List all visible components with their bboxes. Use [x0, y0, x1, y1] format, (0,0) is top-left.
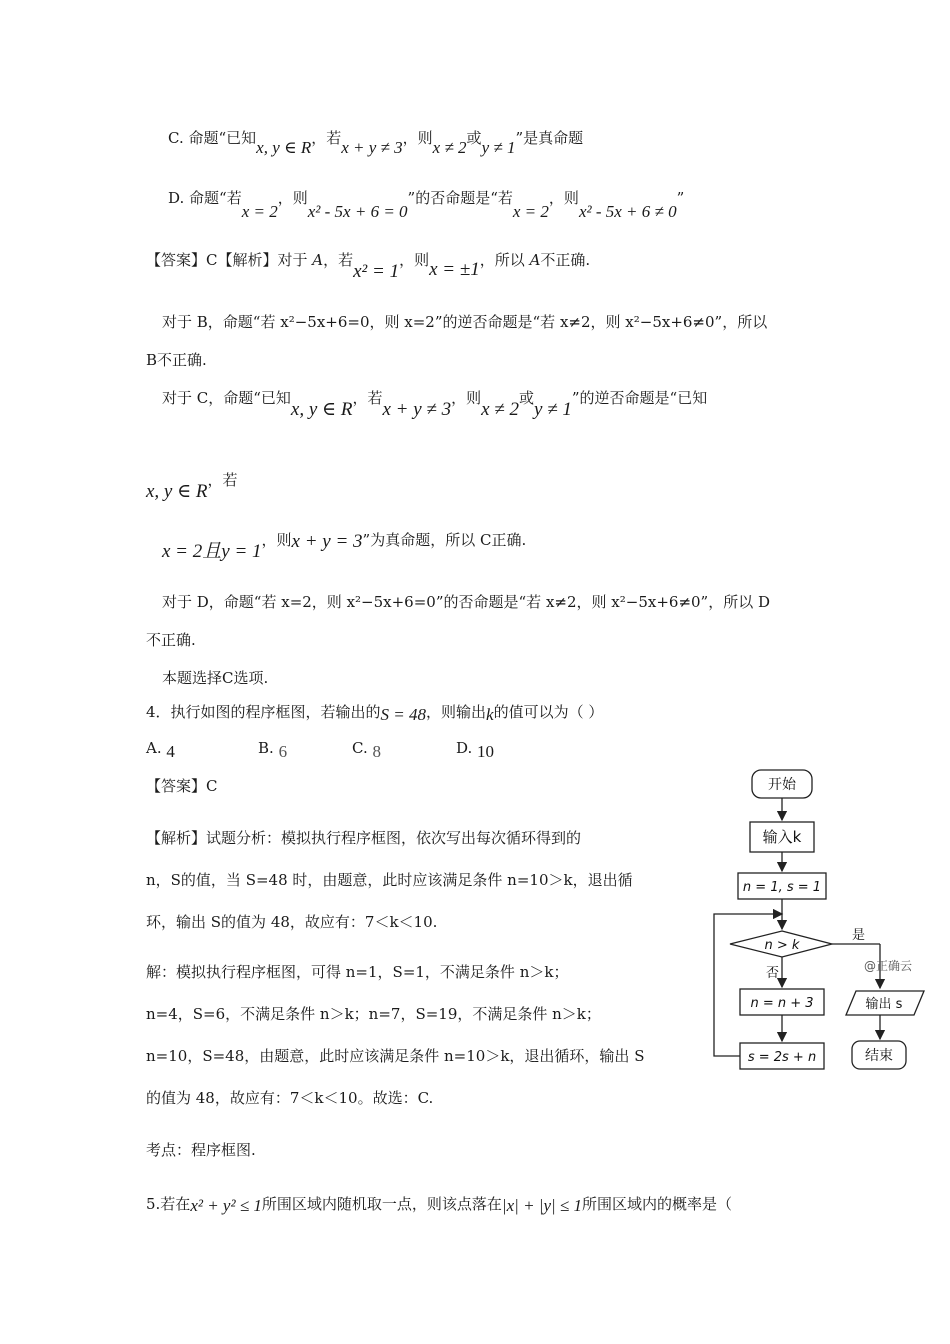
start-label: 开始 — [768, 777, 796, 793]
for-d-line-1: 对于 D，命题“若 x=2，则 x²−5x+6=0”的否命题是“若 x≠2，则 x²−5x+6≠0”，所以 D — [162, 593, 771, 611]
solution-line-1: 解：模拟执行程序框图，可得 n=1，S=1，不满足条件 n＞k； — [146, 963, 569, 981]
input-label: 输入k — [762, 828, 802, 846]
output-label: 输出 s — [865, 997, 903, 1012]
for-d-line-2: 不正确. — [146, 631, 196, 649]
option-d-line: D. 命题“若x = 2，则x² - 5x + 6 = 0”的否命题是“若x = 2，则x² - 5x + 6 ≠ 0” — [168, 189, 685, 221]
for-b-line-2: B不正确. — [146, 351, 207, 369]
q4-option-a: A. 4 — [146, 739, 175, 761]
update-n-label: n = n + 3 — [750, 996, 814, 1011]
for-c-line-3: x = 2且y = 1，则x + y = 3”为真命题，所以 C正确. — [162, 531, 527, 562]
analysis-line-2: n，S的值，当 S=48 时，由题意，此时应该满足条件 n=10＞k，退出循 — [146, 871, 633, 889]
update-s-label: s = 2s + n — [747, 1050, 817, 1065]
for-c-line-1: 对于 C，命题“已知x, y ∈ R，若x + y ≠ 3，则x ≠ 2或y ≠ 1”的逆否命题是“已知 — [162, 389, 708, 420]
q4-option-c: C. 8 — [352, 739, 381, 761]
yes-label: 是 — [852, 928, 866, 943]
analysis-line-1: 【解析】试题分析：模拟执行程序框图，依次写出每次循环得到的 — [146, 829, 582, 847]
q4-option-b: B. 6 — [258, 739, 288, 761]
condition-label: n > k — [764, 938, 800, 953]
solution-line-2: n=4，S=6，不满足条件 n＞k；n=7，S=19，不满足条件 n＞k； — [146, 1005, 601, 1023]
init-label: n = 1, s = 1 — [742, 880, 822, 895]
kaodian-line: 考点：程序框图. — [146, 1141, 256, 1159]
choose-line: 本题选择C选项. — [162, 669, 269, 687]
question-4: 4．执行如图的程序框图，若输出的S = 48，则输出k的值可以为（ ） — [146, 703, 604, 724]
q4-option-d: D. 10 — [456, 739, 495, 761]
no-label: 否 — [766, 966, 780, 981]
for-b-line-1: 对于 B，命题“若 x²−5x+6=0，则 x=2”的逆否命题是“若 x≠2，则 x²−5x+6≠0”，所以 — [162, 313, 768, 331]
solution-line-4: 的值为 48，故应有：7＜k＜10。故选：C. — [146, 1089, 434, 1107]
answer-3-line: 【答案】C【解析】对于 A，若x² = 1，则x = ±1，所以 A不正确. — [146, 251, 591, 282]
option-c-line: C. 命题“已知x, y ∈ R，若x + y ≠ 3，则x ≠ 2或y ≠ 1”是真命题 — [168, 129, 584, 157]
for-c-line-2: x, y ∈ R，若 — [146, 471, 238, 502]
end-label: 结束 — [865, 1048, 893, 1064]
analysis-line-3: 环，输出 S的值为 48，故应有：7＜k＜10. — [146, 913, 438, 931]
solution-line-3: n=10，S=48，由题意，此时应该满足条件 n=10＞k，退出循环，输出 S — [146, 1047, 645, 1065]
watermark-label: @正确云 — [863, 959, 913, 973]
answer-4: 【答案】C — [146, 777, 218, 795]
question-5: 5.若在x² + y² ≤ 1所围区域内随机取一点，则该点落在|x| + |y| ≤ 1所围区域内的概率是（ — [146, 1195, 733, 1215]
program-flowchart — [706, 766, 926, 1076]
